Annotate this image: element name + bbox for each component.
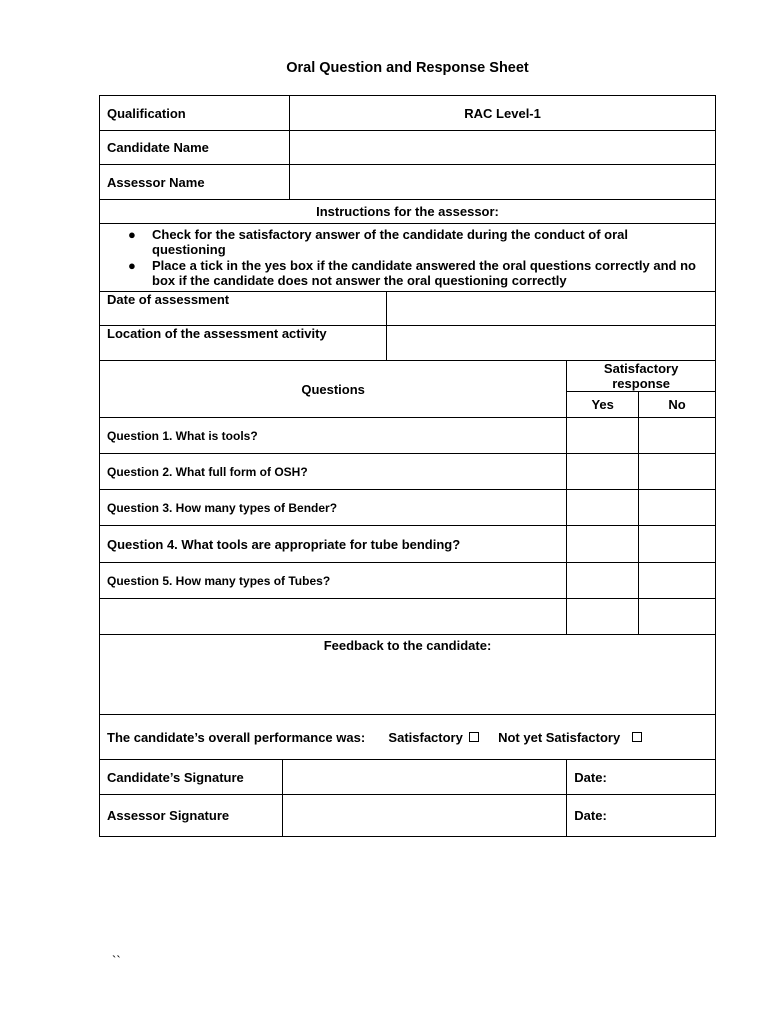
yes-box[interactable] — [567, 599, 639, 635]
bullet-icon: ● — [128, 257, 136, 273]
instruction-item: ● Check for the satisfactory answer of the candidate during the conduct of oral questioning — [128, 226, 629, 257]
no-header: No — [639, 392, 716, 418]
no-box[interactable] — [639, 599, 716, 635]
no-box[interactable] — [639, 526, 716, 563]
instructions-heading: Instructions for the assessor: — [100, 200, 716, 224]
candidate-name-label: Candidate Name — [100, 131, 290, 165]
page-title: Oral Question and Response Sheet — [286, 60, 529, 76]
yes-box[interactable] — [567, 563, 639, 599]
qualification-value: RAC Level-1 — [290, 96, 716, 131]
question-text: Question 5. How many types of Tubes? — [100, 563, 567, 599]
location-row — [100, 326, 716, 361]
no-box[interactable] — [639, 490, 716, 526]
location-field[interactable] — [387, 326, 716, 361]
satisfactory-response-header: Satisfactory response — [567, 361, 716, 392]
assessor-name-label: Assessor Name — [100, 165, 290, 200]
candidate-signature-row — [100, 760, 716, 795]
no-box[interactable] — [639, 454, 716, 490]
assessment-sheet-table — [99, 95, 716, 837]
yes-box[interactable] — [567, 418, 639, 454]
question-text-empty[interactable] — [100, 599, 567, 635]
instruction-item: ● Place a tick in the yes box if the candidate answered the oral questions correctly and no box if the candidate does not answer the oral questioning correctly — [128, 257, 696, 288]
candidate-date-field[interactable] — [567, 760, 716, 795]
candidate-signature-label: Candidate’s Signature — [100, 760, 283, 795]
questions-header-row — [100, 361, 716, 392]
performance-row — [100, 715, 716, 760]
feedback-row — [100, 635, 716, 715]
performance-cell — [100, 715, 716, 760]
qualification-row — [100, 96, 716, 131]
candidate-name-field[interactable] — [290, 131, 716, 165]
footer-mark: `` — [112, 953, 121, 968]
date-of-assessment-field[interactable] — [387, 292, 716, 326]
question-text: Question 1. What is tools? — [100, 418, 567, 454]
feedback-section[interactable] — [100, 635, 716, 715]
assessor-name-row — [100, 165, 716, 200]
question-row-empty — [100, 599, 716, 635]
no-box[interactable] — [639, 418, 716, 454]
performance-label: The candidate’s overall performance was: — [107, 729, 366, 745]
location-label: Location of the assessment activity — [100, 326, 387, 361]
question-row — [100, 454, 716, 490]
feedback-label: Feedback to the candidate: — [323, 638, 492, 653]
candidate-signature-field[interactable] — [283, 760, 567, 795]
date-of-assessment-row — [100, 292, 716, 326]
not-yet-satisfactory-label: Not yet Satisfactory — [498, 729, 621, 745]
not-yet-satisfactory-checkbox[interactable] — [632, 732, 642, 742]
assessor-signature-field[interactable] — [283, 795, 567, 837]
assessor-date-label: Date: — [574, 808, 607, 823]
date-of-assessment-label: Date of assessment — [100, 292, 387, 326]
assessor-date-field[interactable] — [567, 795, 716, 837]
satisfactory-checkbox[interactable] — [469, 732, 479, 742]
candidate-name-row — [100, 131, 716, 165]
satisfactory-label: Satisfactory — [388, 729, 463, 745]
yes-box[interactable] — [567, 490, 639, 526]
qualification-label: Qualification — [100, 96, 290, 131]
no-box[interactable] — [639, 563, 716, 599]
question-text: Question 2. What full form of OSH? — [100, 454, 567, 490]
assessor-name-field[interactable] — [290, 165, 716, 200]
question-text: Question 4. What tools are appropriate for tube bending? — [100, 526, 567, 563]
assessor-signature-label: Assessor Signature — [100, 795, 283, 837]
candidate-date-label: Date: — [574, 769, 607, 785]
yes-box[interactable] — [567, 526, 639, 563]
instructions-list — [106, 227, 703, 289]
assessor-signature-row — [100, 795, 716, 837]
instructions-heading-row — [100, 200, 716, 224]
bullet-icon: ● — [128, 226, 136, 242]
yes-box[interactable] — [567, 454, 639, 490]
question-row — [100, 418, 716, 454]
question-text: Question 3. How many types of Bender? — [100, 490, 567, 526]
question-row — [100, 526, 716, 563]
questions-header: Questions — [100, 361, 567, 418]
question-row — [100, 563, 716, 599]
question-row — [100, 490, 716, 526]
instructions-row — [100, 224, 716, 292]
yes-header: Yes — [567, 392, 639, 418]
